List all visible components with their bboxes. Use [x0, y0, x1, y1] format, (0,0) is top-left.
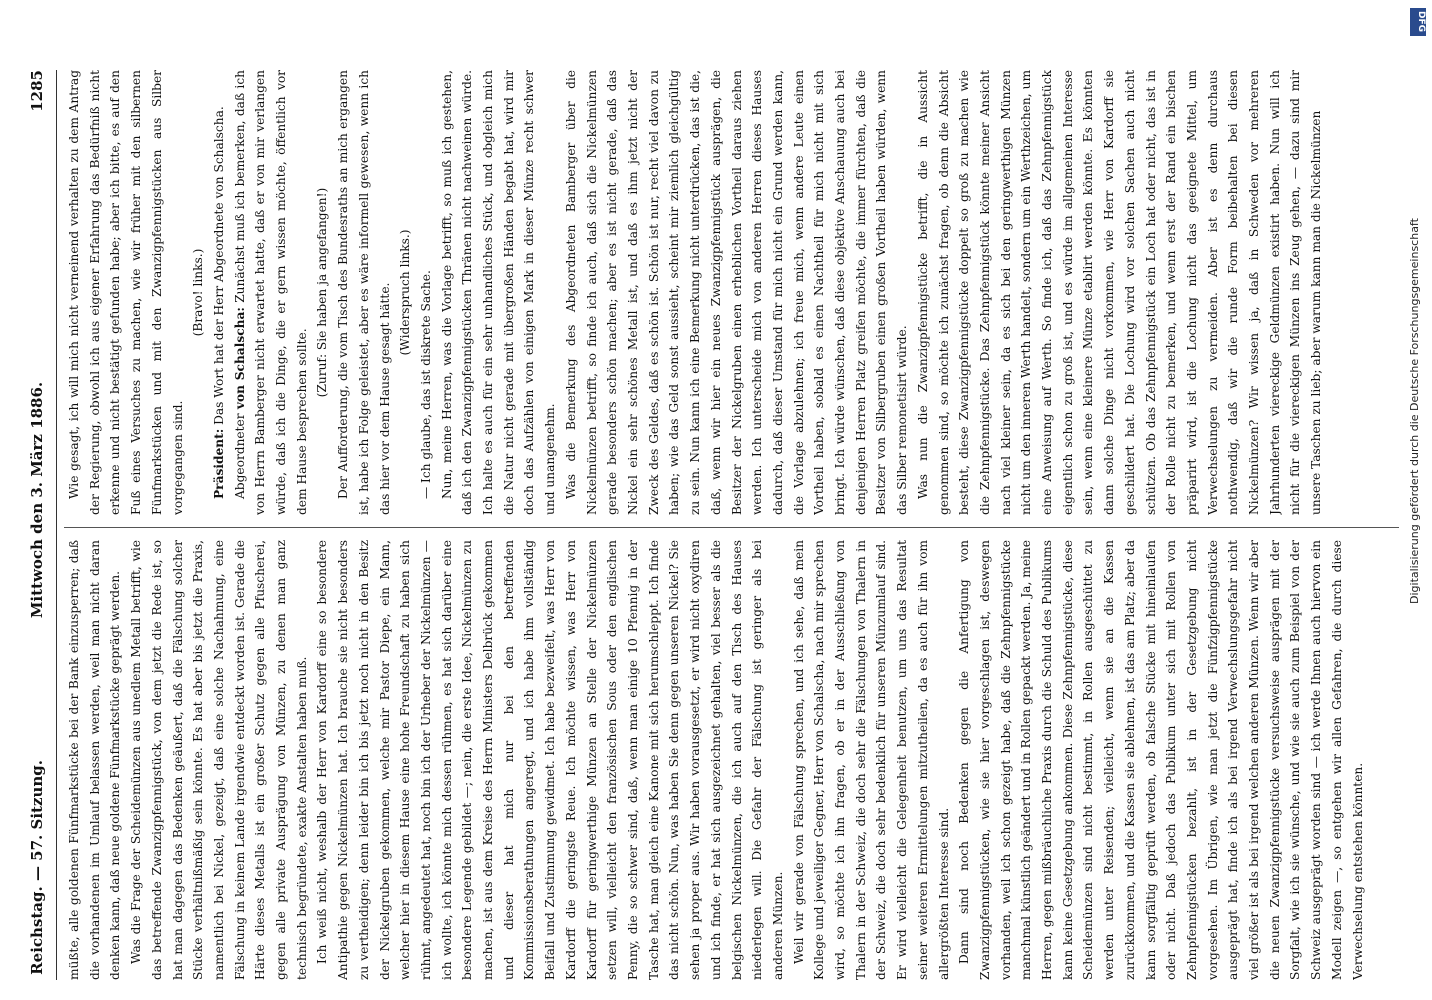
paragraph: Was nun die Zwanzigpfennigstücke betrifft, die in Aussicht genommen sind, so möchte ich zunächst fragen, ob denn die Absicht besteht, diese Zwanzigpfennigstücke doppelt so groß zu machen wie die Zehnpfennigstücke. Das Zehnpfennigstück könnte meiner Ansicht nach viel kleiner sein, da es sich bei den geringwerthigen Münzen nicht um den inneren Werth handelt, sondern um ein Werthzeichen, um eine Anweisung auf Werth. So finde ich, daß das Zehnpfennigstück eigentlich schon zu groß ist, und es würde im allgemeinen Interesse sein, wenn eine kleinere Münze etablirt werden könnte. Es könnten dann solche Dinge nicht vorkommen, wie Herr von Kardorff sie geschildert hat. Die Lochung wird vor solchen Sachen auch nicht schützen. Ob das Zehnpfennigstück ein Loch hat oder nicht, das ist in der Rolle nicht zu bemerken, und wenn erst der Rand ein bischen präparirt wird, ist die Lochung nicht das geeignete Mittel, um Verwechselungen zu vermeiden. Aber ist es denn durchaus nothwendig, daß wir die runde Form beibehalten bei diesen Nickelmünzen? Wir wissen ja, daß in Schweden vor mehreren Jahrhunderten viereckige Geldmünzen existirt haben. Nun will ich nicht für die viereckigen Münzen ins Zeug gehen, — dazu sind mir unsere Taschen zu lieb; aber warum kann man die Nickelmünzen	[915, 70, 1324, 515]
digitization-credit: Digitalisierung gefördert durch die Deutsche Forschungsgemeinschaft	[1408, 218, 1421, 604]
page-number: 1285	[28, 70, 46, 112]
paragraph: Der Aufforderung, die vom Tisch des Bundesraths an mich ergangen ist, habe ich Folge geleistet, aber es wäre informell gewesen, wenn ich das hier vor dem Hause gesagt hätte.	[336, 70, 392, 515]
speaker-label: von Schalscha:	[232, 307, 247, 410]
speech-text: Das Wort hat der Herr Abgeordnete von Schalscha.	[211, 106, 226, 425]
speech-text: Zunächst muß ich bemerken, daß ich von Herrn Bamberger nicht erwartet hatte, daß er von mir verlangen würde, daß ich die Dinge, die er gern wissen möchte, öffentlich vor dem Hause besprechen sollte.	[232, 70, 309, 515]
running-head-session: Reichstag. — 57. Sitzung.	[28, 760, 46, 975]
paragraph: Was die Bemerkung des Abgeordneten Bamberger über die Nickelmünzen betrifft, so finde ich auch, daß sich die Nickelmünzen gerade besonders schön machen; aber es ist nicht gerade, daß das Nickel ein sehr schönes Metall ist, und daß es ihm jetzt nicht der Zweck des Geldes, daß es schön ist. Schön ist nur, recht viel davon zu haben; wie das Geld sonst aussieht, scheint mir ziemlich gleichgültig zu sein. Nun kann ich eine Bemerkung nicht unterdrücken, das ist die, daß, wenn wir hier ein neues Zwanzigpfennigstück ausprägen, die Besitzer der Nickelgruben einen erheblichen Vortheil daraus ziehen werden. Ich unterscheide mich von anderen Herren dieses Hauses dadurch, daß dieser Umstand für mich nicht ein Grund werden kann, die Vorlage abzulehnen; ich freue mich, wenn andere Leute einen Vortheil haben, sobald es einen Nachtheil für mich nicht mit sich bringt. Ich würde wünschen, daß diese objektive Anschauung auch bei denjenigen Herren Platz greifen möchte, die immer fürchten, daß die Besitzer von Silbergruben einen großen Vortheil haben würden, wenn das Silber remonetisirt würde.	[563, 70, 910, 515]
text-column-right	[64, 70, 1404, 515]
objection-note: (Widerspruch links.)	[398, 229, 413, 356]
paragraph: Wie gesagt, ich will mich nicht verneinend verhalten zu dem Antrag der Regierung, obwohl ich aus eigener Erfahrung das Bedürfniß nicht erkenne und nicht bestätigt gefunden habe; aber ich bitte, es auf den Fuß eines Versuches zu machen, wie wir früher mit den silbernen Fünfmarkstücken und mit den Zwanzigpfennigstücken aus Silber vorgegangen sind.	[67, 70, 185, 515]
paragraph: Dann sind noch Bedenken gegen die Anfertigung von Zwanzigpfennigstücken, wie sie hier vorgeschlagen ist, deswegen vorhanden, weil ich schon gezeigt habe, daß die Zehnpfennigstücke manchmal künstlich geändert und in Rollen gepackt werden. Ja, meine Herren, gegen mißbräuchliche Praxis durch die Schuld des Publikums kann keine Gesetzgebung ankommen. Diese Zehnpfennigstücke, diese Scheidemünzen sind nicht bestimmt, in Rollen ausgeschüttet zu werden unter Reisenden; vielleicht, wenn sie an die Kassen zurückkommen, und die Kassen sie ablehnen, ist das am Platz; aber da kann sorgfältig geprüft werden, ob falsche Stücke mit hineinlaufen oder nicht. Daß jedoch das Publikum unter sich mit Rollen von Zehnpfennigstücken bezahlt, ist in der Gesetzgebung nicht vorgesehen. Im Übrigen, wie man jetzt die Fünfzigpfennigstücke ausgeprägt hat, finde ich als bei irgend Verwechslungsgefahr nicht viel größer ist als bei irgend welchen anderen Münzen. Wenn wir aber die neuen Zwanzigpfennigstücke versuchsweise ausprägen mit der Sorgfalt, wie ich sie wünsche, und wie sie auch zum Beispiel von der Schweiz ausgeprägt worden sind — ich werde Ihnen auch hiervon ein Modell zeigen —, so entgehen wir allen Gefahren, die durch diese Verwechselung entstehen könnten.	[957, 540, 1365, 980]
president-speech	[209, 70, 230, 515]
header-rule	[56, 70, 57, 980]
schalscha-speech	[230, 70, 313, 515]
paragraph: — Ich glaube, das ist diskrete Sache.	[418, 270, 433, 499]
paragraph: Ich weiß nicht, weshalb der Herr von Kardorff eine so besondere Antipathie gegen Nickelmünzen hat. Ich brauche sie nicht besonders zu vertheidigen; denn leider bin ich bis jetzt noch nicht in den Besitz der Nickelgruben gekommen, welche mir Pastor Diepe, ein Mann, welcher hier in diesem Hause eine hohe Freundschaft zu haben sich rühmt, angedeutet hat, noch bin ich der Urheber der Nickelmünzen — ich wollte, ich könnte mich dessen rühmen, es hat sich darüber eine besondere Legende gebildet —; nein, die erste Idee, Nickelmünzen zu machen, ist aus dem Kreise des Herrn Ministers Delbrück gekommen und dieser hat mich nur bei den betreffenden Kommissionsberathungen angeregt, und ich habe ihm vollständig Beifall und Zustimmung gewidmet. Ich habe bezweifelt, was Herr von Kardorff die geringste Reue. Ich möchte wissen, was Herr von Kardorff für geringwerthige Münzen an Stelle der Nickelmünzen setzen will, vielleicht den französischen Sous oder den englischen Penny, die so schwer sind, daß, wenn man einige 10 Pfennig in der Tasche hat, man gleich eine Kanone mit sich herumschleppt. Ich finde das nicht schön. Nun, was haben Sie denn gegen unseren Nickel? Sie sehen ja proper aus. Wir haben vorausgesetzt, er wird nicht oxydiren und ich finde, er hat sich ausgezeichnet gehalten, viel besser als die belgischen Nickelmünzen, die ich auch auf den Tisch des Hauses niederlegen will. Die Gefahr der Fälschung ist geringer als bei anderen Münzen.	[315, 540, 785, 980]
dfg-logo: DFG	[1410, 8, 1426, 36]
interjection-note: (Zuruf: Sie haben ja angefangen!)	[315, 187, 330, 398]
running-head-date: Mittwoch den 3. März 1886.	[28, 381, 46, 619]
speaker-label: Präsident:	[211, 428, 226, 499]
text-column-left	[64, 540, 1404, 980]
column-divider	[64, 527, 1399, 528]
paragraph: müßte, alle goldenen Fünfmarkstücke bei der Bank einzusperren; daß die vorhandenen im Umlauf belassen werden, weil man nicht daran denken kann, daß neue goldene Fünfmarkstücke geprägt werden.	[67, 540, 123, 980]
applause-note: (Bravo! links.)	[191, 248, 206, 337]
paragraph: Weil wir gerade von Fälschung sprechen, und ich sehe, daß mein Kollege und jeweiliger Gegner, Herr von Schalscha, nach mir sprechen wird, so möchte ich ihn fragen, ob er in der Ausschließung von Thalern in der Schweiz, die doch sehr die Fälschungen von Thalern in der Schweiz, die doch sehr bedenklich für unseren Münzumlauf sind. Er wird vielleicht die Gelegenheit benutzen, um uns das Resultat seiner weiteren Ermittelungen mitzutheilen, da es auch für ihn vom allergrößten Interesse sind.	[791, 540, 951, 980]
paragraph: Was die Frage der Scheidemünzen aus unedlem Metall betrifft, wie das betreffende Zwanzigpfennigstück, von dem jetzt die Rede ist, so hat man dagegen das Bedenken geäußert, daß die Fälschung solcher Stücke verhältnißmäßig sein könnte. Es hat aber bis jetzt die Praxis, namentlich bei Nickel, gezeigt, daß eine solche Nachahmung, eine Fälschung in keinem Lande irgendwie entdeckt worden ist. Gerade die Härte dieses Metalls ist ein großer Schutz gegen alle Pfuscherei, gegen alle private Ausprägung von Münzen, zu denen man ganz technisch begründete, exakte Anstalten haben muß.	[129, 540, 309, 980]
speaker-title: Abgeordneter	[232, 413, 247, 499]
paragraph: Nun, meine Herren, was die Vorlage betrifft, so muß ich gestehen, daß ich den Zwanzigpfennigstücken Thränen nicht nachweinen würde. Ich halte es auch für ein sehr unhandliches Stück, und obgleich mich die Natur nicht gerade mit übergroßen Händen begabt hat, wird mir doch das Aufzählen von einigen Mark in dieser Münze recht schwer und unangenehm.	[439, 70, 558, 515]
